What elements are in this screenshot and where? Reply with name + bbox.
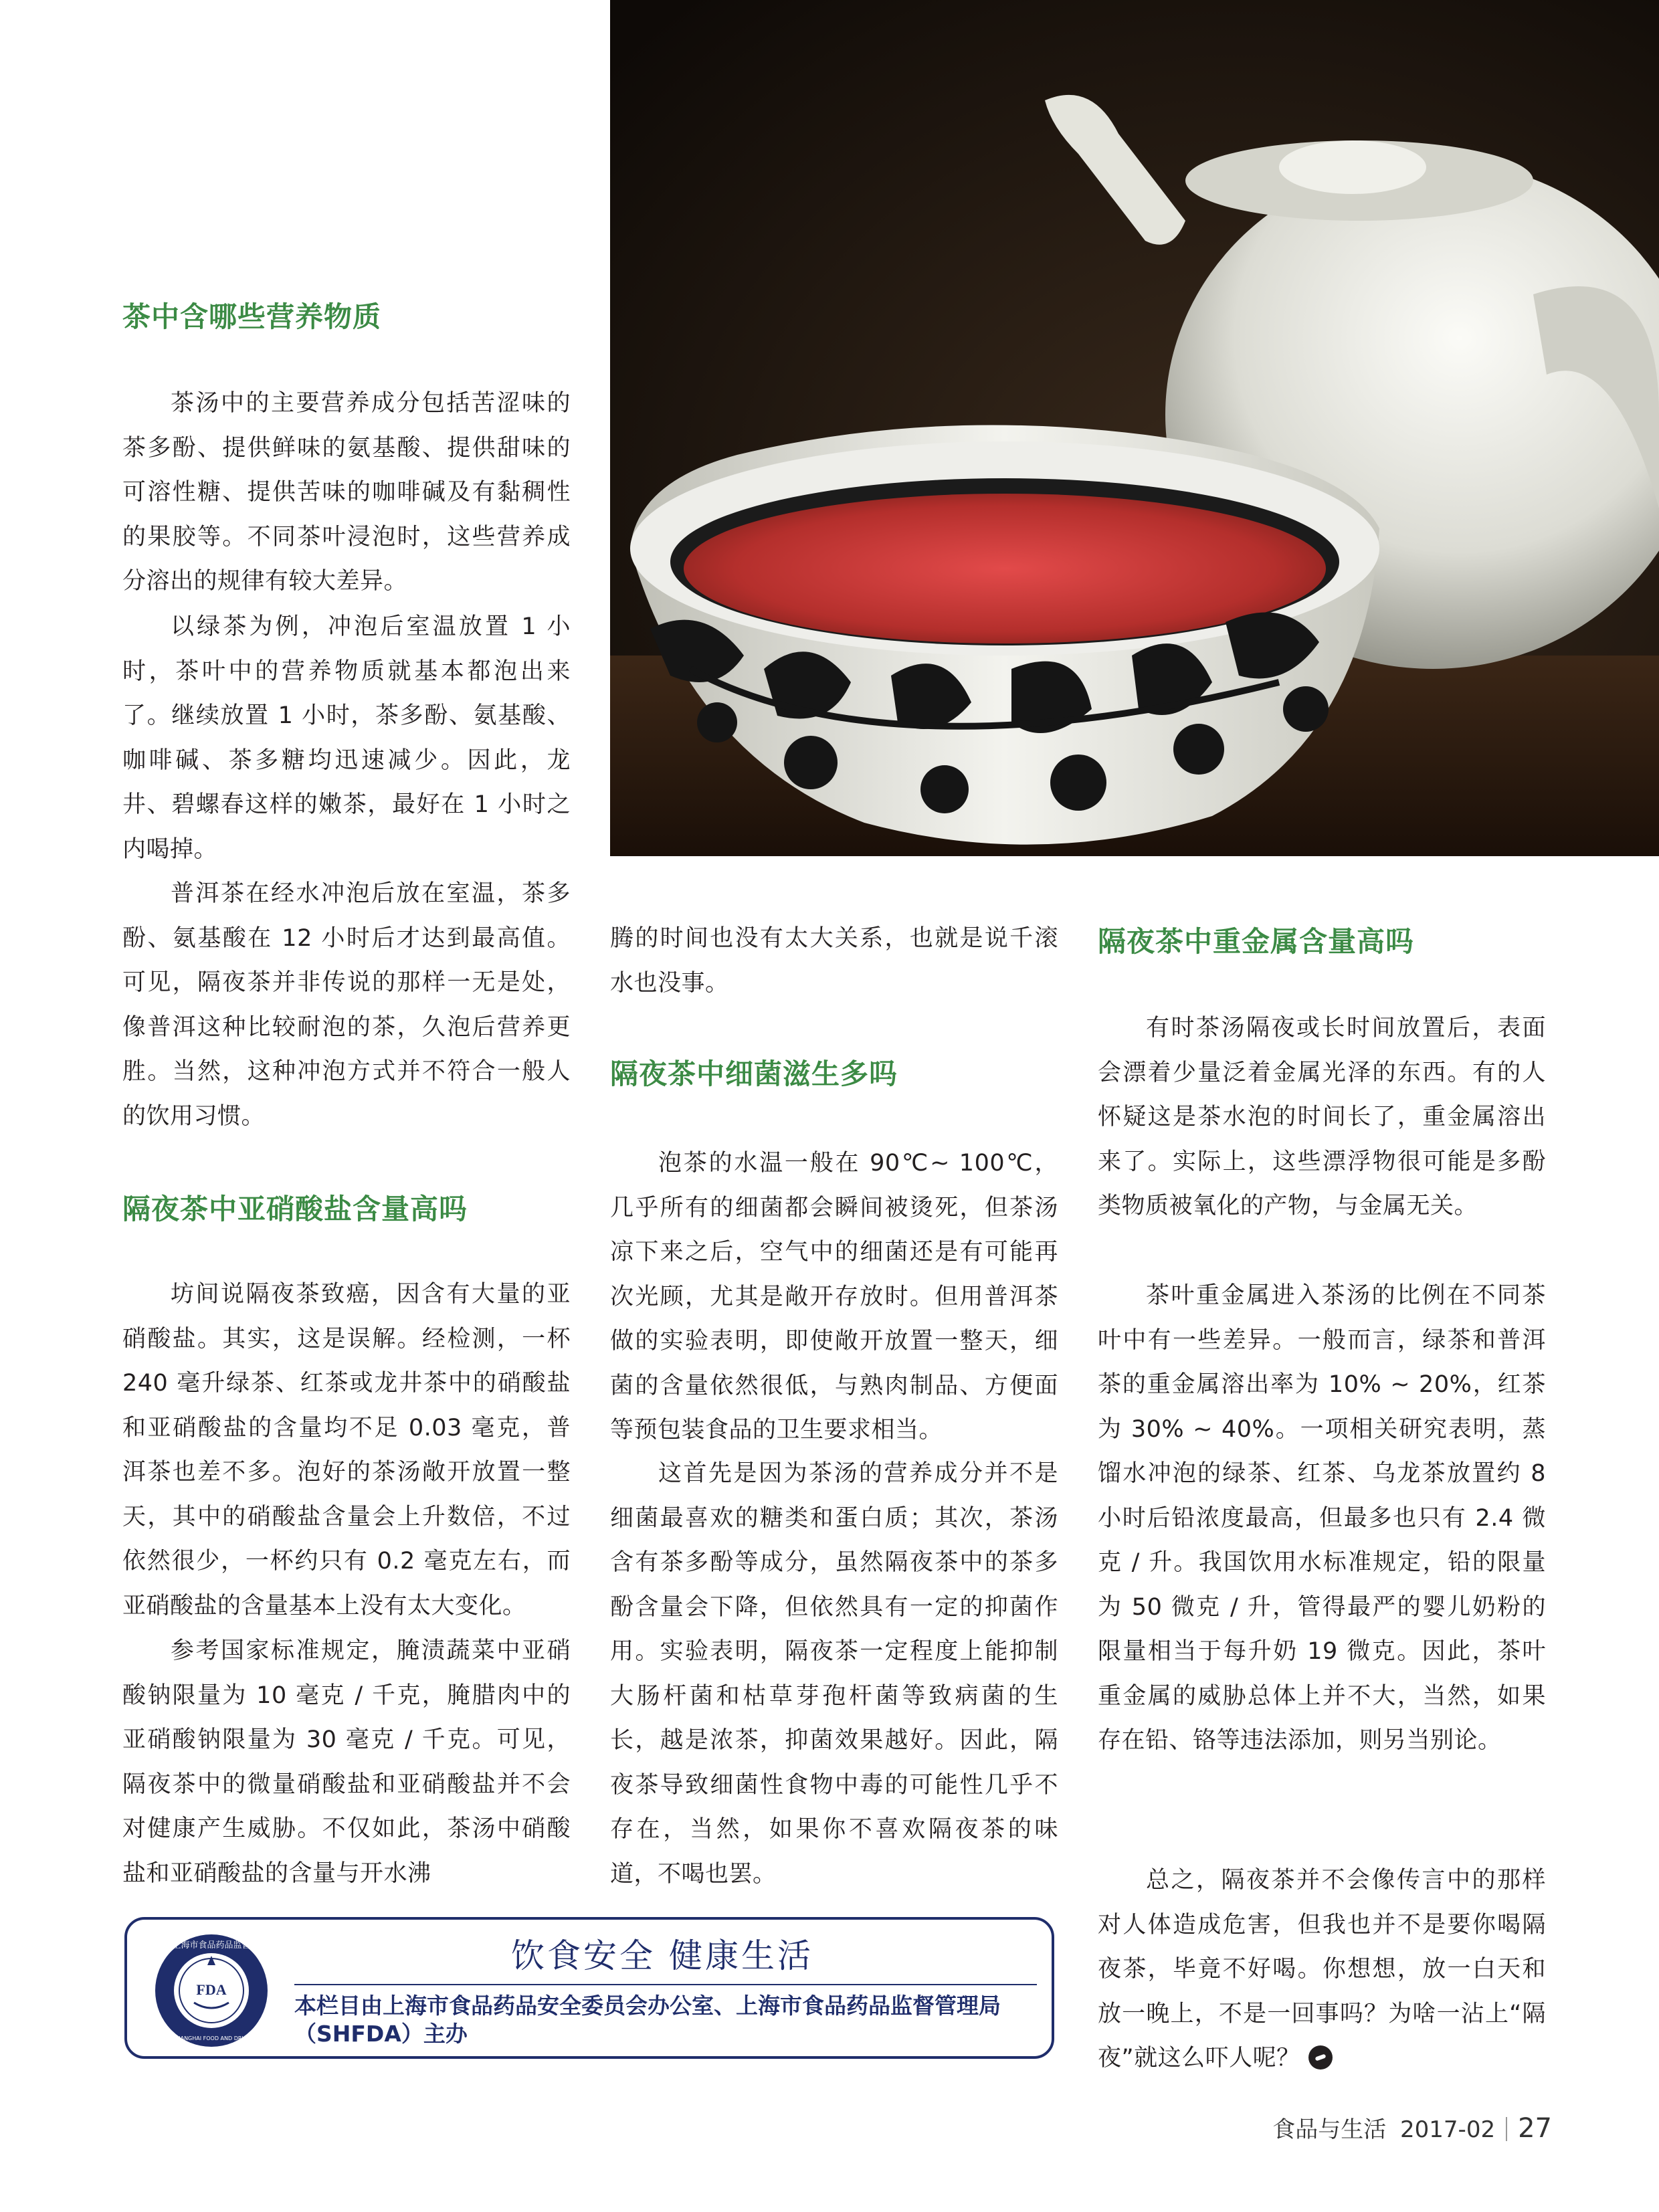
paragraph-nutrients-2: 以绿茶为例，冲泡后室温放置 1 小时，茶叶中的营养物质就基本都泡出来了。继续放置 1 小时，茶多酚、氨基酸、咖啡碱、茶多糖均迅速减少。因此，龙井、碧螺春这样的嫩茶，最好在 1 小时之内喝掉。 (122, 613, 571, 863)
shfda-seal-logo (154, 1933, 269, 2048)
divider (294, 1984, 1037, 1985)
heading-nutrients: 茶中含哪些营养物质 (122, 300, 382, 333)
heading-metals: 隔夜茶中重金属含量高吗 (1098, 925, 1415, 958)
paragraph-nitrite-2-continued: 腾的时间也没有太大关系，也就是说千滚水也没事。 (610, 925, 1058, 997)
paragraph-nitrite-1: 坊间说隔夜茶致癌，因含有大量的亚硝酸盐。其实，这是误解。经检测，一杯 240 毫升绿茶、红茶或龙井茶中的硝酸盐和亚硝酸盐的含量均不足 0.03 毫克，普洱茶也差不多。泡好的茶汤敞开放置一整天，其中的硝酸盐含量会上升数倍，不过依然很少，一杯约只有 0.2 毫克左右，而亚硝酸盐的含量基本上没有太大变化。 (122, 1281, 571, 1619)
conclusion-text: 总之，隔夜茶并不会像传言中的那样对人体造成危害，但我也并不是要你喝隔夜茶，毕竟不好喝。你想想，放一白天和放一晚上，不是一回事吗？为啥一沾上“隔夜”就这么吓人呢？ (1098, 1867, 1546, 2072)
column-title: 饮食安全 健康生活 (511, 1936, 813, 1975)
page-number: 27 (1518, 2113, 1552, 2144)
sponsor-text: 本栏目由上海市食品药品安全委员会办公室、上海市食品药品监督管理局（SHFDA）主办 (294, 1993, 1001, 2047)
footer-divider (1506, 2117, 1507, 2141)
issue-number: 2017-02 (1400, 2116, 1496, 2143)
end-mark-icon (1308, 2045, 1333, 2070)
paragraph-nitrite-2: 参考国家标准规定，腌渍蔬菜中亚硝酸钠限量为 10 毫克 / 千克，腌腊肉中的亚硝酸钠限量为 30 毫克 / 千克。可见，隔夜茶中的微量硝酸盐和亚硝酸盐并不会对健康产生威胁。不仅如此，茶汤中硝酸盐和亚硝酸盐的含量与开水沸 (122, 1637, 571, 1887)
heading-nitrite: 隔夜茶中亚硝酸盐含量高吗 (122, 1193, 468, 1225)
page-footer (1204, 2108, 1552, 2148)
paragraph-bacteria-2: 这首先是因为茶汤的营养成分并不是细菌最喜欢的糖类和蛋白质；其次，茶汤含有茶多酚等成分，虽然隔夜茶中的茶多酚含量会下降，但依然具有一定的抑菌作用。实验表明，隔夜茶一定程度上能抑制大肠杆菌和枯草芽孢杆菌等致病菌的生长，越是浓茶，抑菌效果越好。因此，隔夜茶导致细菌性食物中毒的可能性几乎不存在，当然，如果你不喜欢隔夜茶的味道，不喝也罢。 (610, 1460, 1058, 1888)
paragraph-conclusion (1098, 1858, 1546, 2081)
heading-bacteria: 隔夜茶中细菌滋生多吗 (610, 1058, 898, 1090)
paragraph-nutrients-1: 茶汤中的主要营养成分包括苦涩味的茶多酚、提供鲜味的氨基酸、提供甜味的可溶性糖、提供苦味的咖啡碱及有黏稠性的果胶等。不同茶叶浸泡时，这些营养成分溶出的规律有较大差异。 (122, 390, 571, 595)
paragraph-metals-2: 茶叶重金属进入茶汤的比例在不同茶叶中有一些差异。一般而言，绿茶和普洱茶的重金属溶出率为 10% ~ 20%，红茶为 30% ~ 40%。一项相关研究表明，蒸馏水冲泡的绿茶、红茶、乌龙茶放置约 8 小时后铅浓度最高，但最多也只有 2.4 微克 / 升。我国饮用水标准规定，铅的限量为 50 微克 / 升，管得最严的婴儿奶粉的限量相当于每升奶 19 微克。因此，茶叶重金属的威胁总体上并不大，当然，如果存在铅、铬等违法添加，则另当别论。 (1098, 1282, 1546, 1754)
svg-text:FDA: FDA (196, 1981, 227, 1998)
column-sponsor-box (124, 1917, 1054, 2059)
paragraph-metals-1: 有时茶汤隔夜或长时间放置后，表面会漂着少量泛着金属光泽的东西。有的人怀疑这是茶水泡的时间长了，重金属溶出来了。实际上，这些漂浮物很可能是多酚类物质被氧化的产物，与金属无关。 (1098, 1015, 1546, 1219)
svg-text:上海市食品药品监督: 上海市食品药品监督 (172, 1940, 251, 1950)
svg-text:SHANGHAI FOOD AND DRUG: SHANGHAI FOOD AND DRUG (173, 2035, 250, 2041)
magazine-name: 食品与生活 (1272, 2116, 1387, 2143)
paragraph-nutrients-3: 普洱茶在经水冲泡后放在室温，茶多酚、氨基酸在 12 小时后才达到最高值。可见，隔夜茶并非传说的那样一无是处，像普洱这种比较耐泡的茶，久泡后营养更胜。当然，这种冲泡方式并不符合一般人的饮用习惯。 (122, 880, 571, 1130)
teacup-teapot-photo (610, 0, 1659, 856)
paragraph-bacteria-1: 泡茶的水温一般在 90℃~ 100℃，几乎所有的细菌都会瞬间被烫死，但茶汤凉下来之后，空气中的细菌还是有可能再次光顾，尤其是敞开存放时。但用普洱茶做的实验表明，即使敞开放置一整天，细菌的含量依然很低，与熟肉制品、方便面等预包装食品的卫生要求相当。 (610, 1150, 1058, 1443)
